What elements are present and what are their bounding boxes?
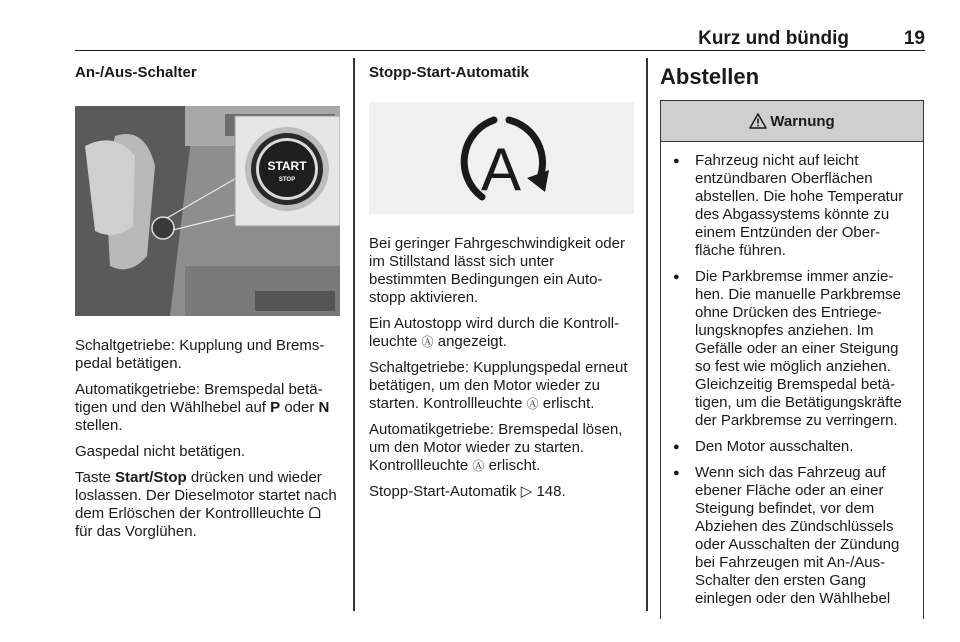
button-label-stop: STOP bbox=[278, 177, 296, 183]
page-ref-arrow-icon[interactable]: ▷ bbox=[520, 483, 533, 500]
paragraph: Ein Autostopp wird durch die Kontrollleuchte Ⓐ angezeigt. bbox=[369, 315, 620, 350]
section-heading: Stopp-Start-Automatik bbox=[369, 64, 529, 81]
page-number: 19 bbox=[903, 28, 925, 49]
list-item: ● Fahrzeug nicht auf leicht entzündbaren Oberflächen abstellen. Die hohe Temperatur des Abgassystems könnte zu einem Entzünden der Oberfläche führen. bbox=[673, 152, 913, 260]
autostop-symbol bbox=[369, 102, 634, 214]
list-item: ● Wenn sich das Fahrzeug auf ebener Fläche oder an einer Steigung befindet, vor dem Abziehen des Zündschlüssels oder Ausschalten der Zündung bei Fahrzeugen mit An-/Aus-Schalter den ersten Gang einlegen oder den Wählhebel bbox=[673, 464, 913, 608]
warning-box bbox=[660, 100, 924, 619]
column-start-switch bbox=[75, 64, 340, 549]
paragraph: Schaltgetriebe: Kupplungspedal erneut betätigen, um den Motor wieder zu starten. Kontrollleuchte Ⓐ erlischt. bbox=[369, 359, 628, 412]
paragraph: Bei geringer Fahrgeschwindigkeit oder im Stillstand lässt sich unter bestimmten Bedingungen ein Autostopp aktivieren. bbox=[369, 235, 625, 306]
button-label-start: START bbox=[267, 159, 307, 173]
start-button-illustration bbox=[75, 106, 340, 316]
list-item: ● Die Parkbremse immer anziehen. Die manuelle Parkbremse ohne Drücken des Entriegelungsknopfes anziehen. Im Gefälle oder an einer Steigung so fest wie möglich anziehen. Gleichzeitig Bremspedal betätigen, um die Betätigungskräfte der Parkbremse zu verringern. bbox=[673, 268, 913, 430]
page-header bbox=[75, 24, 925, 51]
column-stop-start bbox=[369, 64, 634, 509]
column-divider bbox=[646, 58, 648, 611]
paragraph: Schaltgetriebe: Kupplung und Bremspedal betätigen. bbox=[75, 337, 325, 372]
warning-list bbox=[673, 152, 913, 608]
autostop-icon: Ⓐ bbox=[472, 459, 485, 473]
paragraph: Automatikgetriebe: Bremspedal betätigen und den Wählhebel auf P oder N stellen. bbox=[75, 381, 330, 434]
page-title: Kurz und bündig bbox=[698, 28, 849, 49]
auto-letter: A bbox=[480, 136, 522, 203]
glow-plug-icon: ᗝ bbox=[308, 505, 321, 522]
autostop-icon: Ⓐ bbox=[526, 397, 539, 411]
warning-triangle-icon bbox=[749, 113, 767, 129]
paragraph: Stopp-Start-Automatik ▷ 148. bbox=[369, 483, 566, 500]
column-parking bbox=[660, 64, 925, 619]
warning-title: Warnung bbox=[770, 112, 835, 130]
paragraph: Gaspedal nicht betätigen. bbox=[75, 443, 246, 460]
column-divider bbox=[353, 58, 355, 611]
list-item: ● Den Motor ausschalten. bbox=[673, 438, 913, 456]
paragraph: Taste Start/Stop drücken und wieder loslassen. Der Dieselmotor startet nach dem Erlöschen der Kontrollleuchte ᗝ für das Vorglühen. bbox=[75, 469, 337, 540]
autostop-icon: Ⓐ bbox=[421, 335, 434, 349]
warning-header bbox=[661, 101, 923, 142]
paragraph: Automatikgetriebe: Bremspedal lösen, um den Motor wieder zu starten. Kontrollleuchte Ⓐ erlischt. bbox=[369, 421, 623, 474]
section-heading: An-/Aus-Schalter bbox=[75, 64, 197, 81]
section-heading: Abstellen bbox=[660, 64, 760, 89]
